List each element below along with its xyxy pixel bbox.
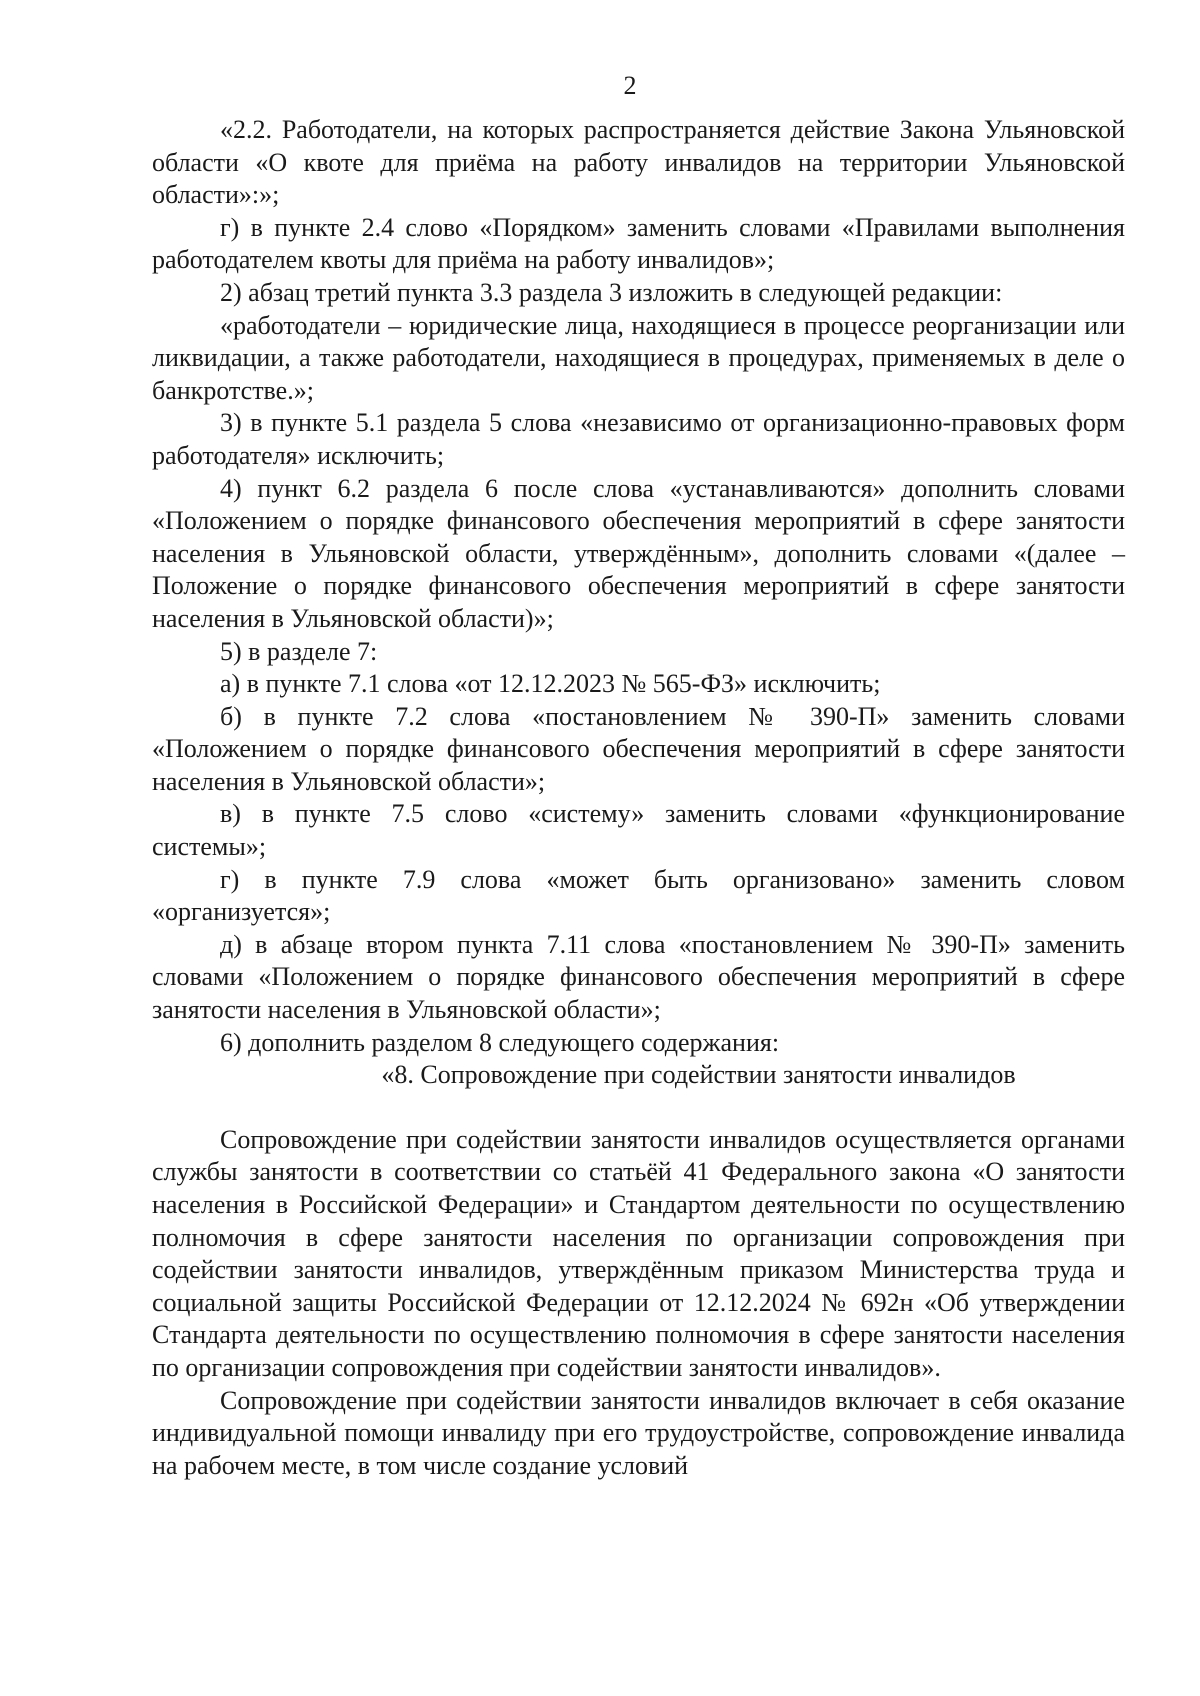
paragraph: «2.2. Работодатели, на которых распространяется действие Закона Ульяновской области «О квоте для приёма на работу инвалидов на территории Ульяновской области»:»;: [152, 115, 1125, 210]
paragraph: 3) в пункте 5.1 раздела 5 слова «независимо от организационно-правовых форм работодателя» исключить;: [152, 408, 1125, 470]
paragraph: 5) в разделе 7:: [220, 636, 378, 666]
paragraph: 6) дополнить разделом 8 следующего содержания:: [220, 1027, 780, 1057]
section-paragraph: Сопровождение при содействии занятости инвалидов включает в себя оказание индивидуальной помощи инвалиду при его трудоустройстве, сопровождение инвалида на рабочем месте, в том числе создание условий: [152, 1385, 1125, 1480]
paragraph: в) в пункте 7.5 слово «систему» заменить словами «функционирование системы»;: [152, 799, 1125, 862]
paragraph: а) в пункте 7.1 слова «от 12.12.2023 № 565-ФЗ» исключить;: [220, 669, 881, 699]
section-heading: «8. Сопровождение при содействии занятости инвалидов: [381, 1060, 1016, 1090]
section-paragraph: Сопровождение при содействии занятости инвалидов осуществляется органами службы занятости в соответствии со статьёй 41 Федерального закона «О занятости населения в Российской Федерации» и Стандартом деятельности по осуществлению полномочия в сфере занятости населения по организации сопровождения при содействии занятости инвалидов, утверждённым приказом Министерства труда и социальной защиты Российской Федерации от 12.12.2024 № 692н «Об утверждении Стандарта деятельности по осуществлению полномочия в сфере занятости населения по организации сопровождения при содействии занятости инвалидов».: [152, 1124, 1125, 1382]
paragraph: г) в пункте 7.9 слова «может быть организовано» заменить словом «организуется»;: [152, 864, 1125, 927]
paragraph: 4) пункт 6.2 раздела 6 после слова «устанавливаются» дополнить словами «Положением о порядке финансового обеспечения мероприятий в сфере занятости населения в Ульяновской области, утверждённым», дополнить словами «(далее – Положение о порядке финансового обеспечения мероприятий в сфере занятости населения в Ульяновской области)»;: [152, 473, 1125, 633]
paragraph: 2) абзац третий пункта 3.3 раздела 3 изложить в следующей редакции:: [220, 277, 1003, 307]
paragraph: б) в пункте 7.2 слова «постановлением № 390-П» заменить словами «Положением о порядке финансового обеспечения мероприятий в сфере занятости населения в Ульяновской области»;: [152, 701, 1125, 796]
paragraph: д) в абзаце втором пункта 7.11 слова «постановлением № 390-П» заменить словами «Положением о порядке финансового обеспечения мероприятий в сфере занятости населения в Ульяновской области»;: [152, 929, 1125, 1025]
page-number: 2: [623, 71, 637, 100]
document-body: [152, 114, 1125, 1482]
paragraph: «работодатели – юридические лица, находящиеся в процессе реорганизации или ликвидации, а также работодатели, находящиеся в процедурах, применяемых в деле о банкротстве.»;: [152, 310, 1125, 405]
paragraph: г) в пункте 2.4 слово «Порядком» заменить словами «Правилами выполнения работодателем квоты для приёма на работу инвалидов»;: [152, 212, 1125, 275]
